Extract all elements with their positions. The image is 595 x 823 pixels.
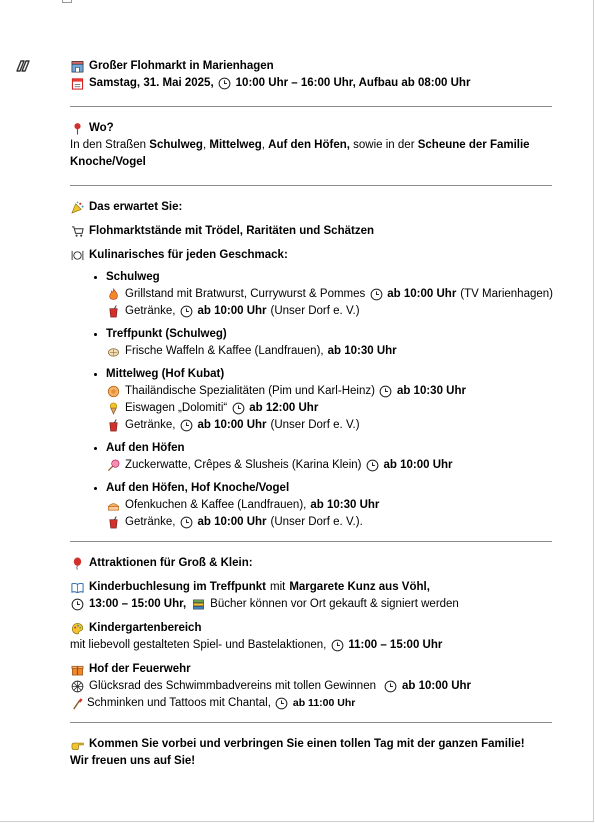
drink-icon: [106, 419, 120, 433]
makeup-line: [70, 695, 552, 712]
venue-title: • Auf den Höfen, Hof Knoche/Vogel: [106, 482, 290, 494]
food-item: [106, 400, 552, 417]
food-text: Ofenkuchen & Kaffee (Landfrauen),: [125, 499, 307, 511]
food-provider: (Unser Dorf e. V.): [270, 419, 360, 431]
reading-title: Kinderbuchlesung im Treffpunkt: [89, 581, 266, 593]
copilot-icon[interactable]: [14, 58, 32, 74]
food-provider: (Unser Dorf e. V.): [270, 305, 360, 317]
flyer-content: [70, 58, 552, 770]
reading-text: mit: [269, 581, 286, 593]
wheel-line: [70, 678, 552, 695]
food-text: Getränke,: [125, 516, 176, 528]
stalls-text: Flohmarktstände mit Trödel, Raritäten und Schätzen: [89, 225, 374, 237]
clock-icon: [369, 288, 383, 302]
clock-icon: [180, 305, 194, 319]
food-time: ab 10:00 Uhr: [383, 459, 453, 471]
food-time: ab 10:00 Uhr: [197, 419, 267, 431]
venue-item: [106, 269, 552, 320]
clock-icon: [180, 419, 194, 433]
reading-books-text: Bücher können vor Ort gekauft & signiert werden: [210, 598, 459, 610]
fire-dept-line: [70, 661, 552, 678]
where-text-part: sowie in der: [353, 139, 415, 151]
food-item: [106, 383, 552, 400]
calendar-icon: [70, 77, 84, 91]
food-time: ab 10:00 Uhr: [387, 288, 457, 300]
street-schulweg: Schulweg: [149, 139, 203, 151]
closing-line-1: [70, 736, 552, 753]
venue-title: • Auf den Höfen: [106, 442, 185, 454]
attractions-heading: Attraktionen für Groß & Klein:: [89, 557, 253, 569]
drink-icon: [106, 516, 120, 530]
shopping-cart-icon: [70, 225, 84, 239]
shop-icon: [70, 60, 84, 74]
event-title: Großer Flohmarkt in Marienhagen: [89, 60, 274, 72]
clock-icon: [366, 459, 380, 473]
where-heading-line: [70, 120, 552, 137]
thai-food-icon: [106, 385, 120, 399]
makeup-time: ab 11:00 Uhr: [292, 697, 356, 709]
food-time: ab 10:30 Uhr: [396, 385, 466, 397]
title-line: [70, 58, 552, 75]
stalls-line: [70, 223, 552, 240]
wheel-time: ab 10:00 Uhr: [401, 680, 472, 692]
clock-icon: [379, 385, 393, 399]
venue-item: [106, 440, 552, 474]
makeup-brush-icon: [70, 697, 84, 711]
ice-cream-icon: [106, 402, 120, 416]
venue-item: [106, 366, 552, 434]
event-time: 10:00 Uhr – 16:00 Uhr, Aufbau ab 08:00 Uhr: [235, 77, 471, 89]
palette-icon: [70, 622, 84, 636]
venue-title: • Treffpunkt (Schulweg): [106, 328, 227, 340]
pointing-hand-icon: [70, 738, 84, 752]
clock-icon: [330, 639, 344, 653]
expect-heading: Das erwartet Sie:: [89, 201, 183, 213]
food-item: [106, 514, 552, 531]
street-mittelweg: Mittelweg: [209, 139, 262, 151]
food-text: Getränke,: [125, 305, 176, 317]
balloon-icon: [70, 557, 84, 571]
where-text-part: In den Straßen: [70, 139, 147, 151]
food-item: [106, 417, 552, 434]
food-item: [106, 497, 552, 514]
clock-icon: [231, 402, 245, 416]
food-provider: (TV Marienhagen): [460, 288, 553, 300]
party-popper-icon: [70, 201, 84, 215]
expect-heading-line: [70, 199, 552, 216]
candy-icon: [106, 459, 120, 473]
food-item: [106, 303, 552, 320]
gift-icon: [70, 663, 84, 677]
venue-item: [106, 326, 552, 360]
where-text: [70, 137, 552, 171]
kindergarten-text-line: [70, 637, 552, 654]
food-time: ab 12:00 Uhr: [249, 402, 319, 414]
divider: [70, 541, 552, 542]
kindergarten-text: mit liebevoll gestalteten Spiel- und Bastelaktionen,: [70, 639, 327, 651]
kindergarten-title: Kindergartenbereich: [89, 622, 202, 634]
reading-time: 13:00 – 15:00 Uhr,: [89, 598, 187, 610]
cake-icon: [106, 499, 120, 513]
food-time: ab 10:30 Uhr: [327, 345, 397, 357]
divider: [70, 722, 552, 723]
wheel-of-fortune-icon: [70, 680, 84, 694]
food-time: ab 10:30 Uhr: [310, 499, 380, 511]
reading-time-line: [70, 596, 552, 613]
fire-icon: [106, 288, 120, 302]
closing-thanks: Wir freuen uns auf Sie!: [70, 755, 196, 767]
closing-text: Kommen Sie vorbei und verbringen Sie einen tollen Tag mit der ganzen Familie!: [89, 738, 525, 750]
culinary-line: [70, 247, 552, 264]
attractions-heading-line: [70, 555, 552, 572]
clock-icon: [384, 680, 398, 694]
food-time: ab 10:00 Uhr: [197, 305, 267, 317]
books-icon: [191, 598, 205, 612]
kindergarten-time: 11:00 – 15:00 Uhr: [348, 639, 443, 651]
closing-line-2: [70, 753, 552, 770]
wheel-text: Glücksrad des Schwimmbadvereins mit tollen Gewinnen: [89, 680, 376, 692]
kindergarten-line: [70, 620, 552, 637]
waffle-icon: [106, 345, 120, 359]
food-text: Grillstand mit Bratwurst, Currywurst & Pommes: [125, 288, 366, 300]
food-text: Getränke,: [125, 419, 176, 431]
street-auf-den-hoefen: Auf den Höfen,: [268, 139, 350, 151]
clock-icon: [275, 697, 289, 711]
food-provider: (Unser Dorf e. V.).: [270, 516, 363, 528]
venue-list: [70, 269, 552, 531]
food-text: Zuckerwatte, Crêpes & Slusheis (Karina Klein): [125, 459, 362, 471]
drink-icon: [106, 305, 120, 319]
clock-icon: [70, 598, 84, 612]
plate-cutlery-icon: [70, 249, 84, 263]
venue-title: • Schulweg: [106, 271, 160, 283]
divider: [70, 106, 552, 107]
food-text: Thailändische Spezialitäten (Pim und Karl-Heinz): [125, 385, 375, 397]
date-line: [70, 75, 552, 92]
where-text-part: ,: [202, 139, 207, 151]
divider: [70, 185, 552, 186]
pin-icon: [70, 122, 84, 136]
venue-item: [106, 480, 552, 531]
fire-dept-title: Hof der Feuerwehr: [89, 663, 191, 675]
clock-icon: [218, 77, 232, 91]
food-item: [106, 343, 552, 360]
barn-location: Scheune der Familie Knoche/Vogel: [70, 139, 530, 168]
event-date: Samstag, 31. Mai 2025,: [89, 77, 214, 89]
food-time: ab 10:00 Uhr: [197, 516, 267, 528]
food-item: [106, 457, 552, 474]
food-text: Frische Waffeln & Kaffee (Landfrauen),: [125, 345, 324, 357]
book-icon: [70, 581, 84, 595]
culinary-text: Kulinarisches für jeden Geschmack:: [89, 249, 288, 261]
where-text-part: ,: [261, 139, 265, 151]
reading-author: Margarete Kunz aus Vöhl,: [289, 581, 430, 593]
clock-icon: [180, 516, 194, 530]
food-item: [106, 286, 552, 303]
venue-title: • Mittelweg (Hof Kubat): [106, 368, 225, 380]
makeup-text: Schminken und Tattoos mit Chantal,: [87, 697, 271, 709]
food-text: Eiswagen „Dolomiti“: [125, 402, 228, 414]
where-heading: Wo?: [89, 122, 114, 134]
reading-line: [70, 579, 552, 596]
corner-mark: [62, 0, 72, 3]
